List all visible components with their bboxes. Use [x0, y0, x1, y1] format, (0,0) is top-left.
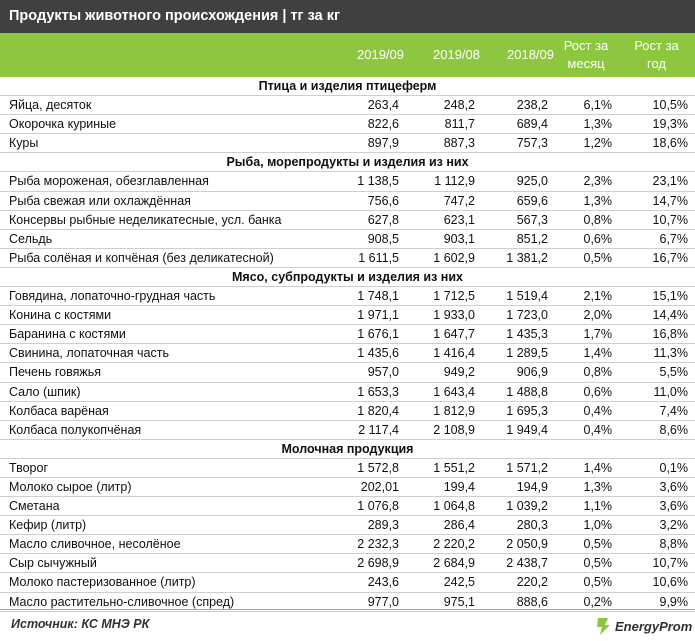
product-name: Колбаса полукопчёная	[9, 422, 142, 437]
value-2019-08: 1 551,2	[433, 460, 475, 475]
column-header-growth-year	[618, 33, 695, 77]
value-2019-08: 1 643,4	[433, 384, 475, 399]
value-2018-09: 2 050,9	[506, 537, 548, 552]
table-row	[0, 421, 695, 440]
growth-year: 7,4%	[659, 403, 688, 418]
value-2018-09: 194,9	[516, 479, 548, 494]
value-2019-09: 202,01	[360, 479, 399, 494]
value-2019-08: 286,4	[443, 518, 475, 533]
product-name: Сало (шпик)	[9, 384, 81, 399]
value-2019-09: 822,6	[367, 117, 399, 132]
growth-month: 1,2%	[583, 136, 612, 151]
growth-month: 2,1%	[583, 289, 612, 304]
value-2019-08: 1 602,9	[433, 250, 475, 265]
table-row	[0, 535, 695, 554]
value-2018-09: 1 695,3	[506, 403, 548, 418]
growth-year: 11,3%	[653, 346, 688, 361]
value-2019-08: 2 684,9	[433, 556, 475, 571]
growth-year: 6,7%	[659, 231, 688, 246]
product-name: Молоко сырое (литр)	[9, 479, 132, 494]
section-header	[0, 77, 695, 96]
value-2019-08: 1 416,4	[433, 346, 475, 361]
table-row	[0, 96, 695, 115]
value-2019-08: 903,1	[443, 231, 475, 246]
value-2019-08: 1 812,9	[433, 403, 475, 418]
growth-month: 0,5%	[583, 537, 612, 552]
section-header	[0, 268, 695, 287]
table-row	[0, 211, 695, 230]
value-2018-09: 888,6	[516, 594, 548, 609]
product-name: Колбаса варёная	[9, 403, 109, 418]
product-name: Окорочка куриные	[9, 117, 117, 132]
value-2019-08: 2 220,2	[433, 537, 475, 552]
value-2018-09: 689,4	[516, 117, 548, 132]
value-2019-09: 1 820,4	[357, 403, 399, 418]
product-name: Рыба солёная и копчёная (без деликатесной)	[9, 250, 274, 265]
value-2019-09: 2 232,3	[357, 537, 399, 552]
table-row	[0, 306, 695, 325]
value-2019-09: 263,4	[367, 98, 399, 113]
growth-month: 0,6%	[583, 384, 612, 399]
footer	[0, 609, 695, 641]
product-name: Масло сливочное, несолёное	[9, 537, 181, 552]
value-2018-09: 1 488,8	[506, 384, 548, 399]
section-header	[0, 440, 695, 459]
value-2019-09: 1 572,8	[357, 460, 399, 475]
value-2018-09: 567,3	[516, 212, 548, 227]
product-name: Творог	[9, 460, 49, 475]
table-row	[0, 459, 695, 478]
value-2019-08: 975,1	[443, 594, 475, 609]
value-2019-08: 1 647,7	[433, 327, 475, 342]
growth-year: 11,0%	[653, 384, 688, 399]
product-name: Кефир (литр)	[9, 518, 87, 533]
column-header-growth-month-line1: Рост за	[563, 38, 609, 53]
growth-month: 1,3%	[583, 117, 612, 132]
table-row	[0, 554, 695, 573]
table-row	[0, 230, 695, 249]
logo-text: EnergyProm	[615, 618, 693, 634]
value-2019-08: 623,1	[443, 212, 475, 227]
value-2019-09: 1 971,1	[357, 308, 399, 323]
price-table	[0, 77, 695, 612]
growth-year: 16,8%	[652, 327, 688, 342]
product-name: Масло растительно-сливочное (спред)	[9, 594, 235, 609]
value-2019-09: 243,6	[367, 575, 399, 590]
growth-month: 0,8%	[583, 212, 612, 227]
table-row	[0, 249, 695, 268]
value-2018-09: 906,9	[516, 365, 548, 380]
value-2019-08: 248,2	[443, 98, 475, 113]
value-2019-09: 1 676,1	[357, 327, 399, 342]
value-2018-09: 1 571,2	[506, 460, 548, 475]
value-2019-09: 977,0	[367, 594, 399, 609]
value-2018-09: 1 435,3	[506, 327, 548, 342]
table-row	[0, 172, 695, 191]
value-2019-09: 1 138,5	[357, 174, 399, 189]
section-title: Мясо, субпродукты и изделия из них	[232, 269, 463, 284]
growth-month: 0,4%	[583, 422, 612, 437]
value-2019-08: 747,2	[443, 193, 475, 208]
column-header-growth-year-line2: год	[647, 56, 666, 71]
product-name: Свинина, лопаточная часть	[9, 346, 169, 361]
product-name: Баранина с костями	[9, 327, 126, 342]
growth-year: 8,6%	[659, 422, 688, 437]
table-row	[0, 115, 695, 134]
value-2019-08: 949,2	[443, 365, 475, 380]
value-2019-08: 1 112,9	[434, 174, 475, 189]
table-row	[0, 134, 695, 153]
growth-month: 1,1%	[583, 499, 612, 514]
value-2019-09: 627,8	[367, 212, 399, 227]
column-header-2019-08: 2019/08	[433, 47, 480, 62]
value-2019-08: 242,5	[443, 575, 475, 590]
table-row	[0, 497, 695, 516]
product-name: Печень говяжья	[9, 365, 102, 380]
growth-year: 15,1%	[652, 289, 688, 304]
growth-year: 16,7%	[652, 250, 688, 265]
value-2018-09: 2 438,7	[506, 556, 548, 571]
value-2018-09: 1 519,4	[506, 289, 548, 304]
growth-month: 1,3%	[583, 193, 612, 208]
value-2019-09: 289,3	[367, 518, 399, 533]
section-title: Птица и изделия птицеферм	[258, 79, 437, 93]
growth-month: 1,3%	[583, 479, 612, 494]
section-header	[0, 153, 695, 172]
growth-year: 14,4%	[652, 308, 688, 323]
growth-year: 3,6%	[659, 499, 688, 514]
growth-month: 1,4%	[583, 346, 612, 361]
value-2019-08: 1 064,8	[433, 499, 475, 514]
table-row	[0, 478, 695, 497]
product-name: Куры	[9, 136, 39, 151]
value-2018-09: 1 039,2	[506, 499, 548, 514]
value-2018-09: 1 949,4	[506, 422, 548, 437]
product-name: Сельдь	[9, 231, 53, 246]
growth-year: 10,6%	[652, 575, 688, 590]
growth-year: 0,1%	[659, 460, 688, 475]
growth-year: 10,7%	[652, 212, 688, 227]
growth-year: 3,6%	[659, 479, 688, 494]
value-2019-09: 908,5	[367, 231, 399, 246]
page-title: Продукты животного происхождения | тг за кг	[0, 0, 695, 33]
growth-month: 1,4%	[583, 460, 612, 475]
column-header-growth-month	[554, 33, 618, 77]
value-2019-09: 1 611,5	[358, 250, 399, 265]
column-header-growth-month-line2: месяц	[567, 56, 605, 71]
table-row	[0, 363, 695, 382]
table-row	[0, 383, 695, 402]
value-2019-09: 1 748,1	[357, 289, 399, 304]
product-name: Сыр сычужный	[9, 556, 97, 571]
growth-year: 8,8%	[659, 537, 688, 552]
value-2018-09: 659,6	[516, 193, 548, 208]
value-2018-09: 1 381,2	[506, 250, 548, 265]
value-2019-09: 1 653,3	[357, 384, 399, 399]
growth-year: 14,7%	[652, 193, 688, 208]
value-2019-09: 2 117,4	[358, 422, 399, 437]
product-name: Конина с костями	[9, 308, 112, 323]
growth-month: 2,3%	[583, 174, 612, 189]
value-2019-08: 887,3	[443, 136, 475, 151]
product-name: Яйца, десяток	[9, 98, 92, 113]
value-2019-09: 2 698,9	[357, 556, 399, 571]
product-name: Рыба мороженая, обезглавленная	[9, 174, 209, 189]
growth-month: 0,4%	[583, 403, 612, 418]
table-row	[0, 287, 695, 306]
value-2018-09: 238,2	[516, 98, 548, 113]
product-name: Молоко пастеризованное (литр)	[9, 575, 196, 590]
product-name: Рыба свежая или охлаждённая	[9, 193, 191, 208]
growth-month: 1,7%	[583, 327, 612, 342]
value-2019-09: 1 076,8	[357, 499, 399, 514]
table-row	[0, 573, 695, 592]
table-row	[0, 325, 695, 344]
column-header-growth-year-line1: Рост за	[634, 38, 679, 53]
growth-month: 6,1%	[583, 98, 612, 113]
product-name: Сметана	[9, 499, 60, 514]
value-2019-09: 897,9	[367, 136, 399, 151]
growth-year: 3,2%	[659, 518, 688, 533]
product-name: Консервы рыбные неделикатесные, усл. банка	[9, 212, 282, 227]
value-2018-09: 280,3	[516, 518, 548, 533]
value-2019-08: 811,7	[444, 117, 475, 132]
value-2018-09: 1 723,0	[506, 308, 548, 323]
table-row	[0, 344, 695, 363]
growth-year: 9,9%	[659, 594, 688, 609]
table-row	[0, 402, 695, 421]
value-2019-09: 756,6	[367, 193, 399, 208]
value-2019-08: 1 712,5	[433, 289, 475, 304]
value-2019-08: 1 933,0	[433, 308, 475, 323]
table-row	[0, 516, 695, 535]
value-2018-09: 1 289,5	[506, 346, 548, 361]
energyprom-logo-icon	[594, 616, 612, 636]
growth-month: 0,2%	[583, 594, 612, 609]
value-2018-09: 757,3	[516, 136, 548, 151]
table-row	[0, 192, 695, 211]
value-2019-08: 199,4	[443, 479, 475, 494]
source-note: Источник: КС МНЭ РК	[11, 617, 150, 631]
value-2019-09: 957,0	[367, 365, 399, 380]
value-2018-09: 220,2	[516, 575, 548, 590]
value-2018-09: 925,0	[516, 174, 548, 189]
section-title: Молочная продукция	[281, 441, 414, 456]
section-title: Рыба, морепродукты и изделия из них	[226, 155, 469, 170]
table-header	[0, 33, 695, 77]
growth-month: 2,0%	[583, 308, 612, 323]
growth-month: 0,5%	[583, 575, 612, 590]
growth-month: 0,5%	[583, 556, 612, 571]
energyprom-logo	[594, 614, 692, 638]
growth-year: 5,5%	[659, 365, 688, 380]
growth-year: 10,7%	[652, 556, 688, 571]
growth-month: 1,0%	[583, 518, 612, 533]
growth-month: 0,6%	[583, 231, 612, 246]
column-header-2018-09: 2018/09	[507, 47, 554, 62]
value-2019-08: 2 108,9	[433, 422, 475, 437]
product-name: Говядина, лопаточно-грудная часть	[9, 289, 216, 304]
growth-month: 0,8%	[583, 365, 612, 380]
value-2018-09: 851,2	[516, 231, 548, 246]
column-header-2019-09: 2019/09	[357, 47, 404, 62]
growth-year: 18,6%	[652, 136, 688, 151]
growth-month: 0,5%	[583, 250, 612, 265]
growth-year: 23,1%	[652, 174, 688, 189]
value-2019-09: 1 435,6	[357, 346, 399, 361]
growth-year: 19,3%	[652, 117, 688, 132]
growth-year: 10,5%	[652, 98, 688, 113]
